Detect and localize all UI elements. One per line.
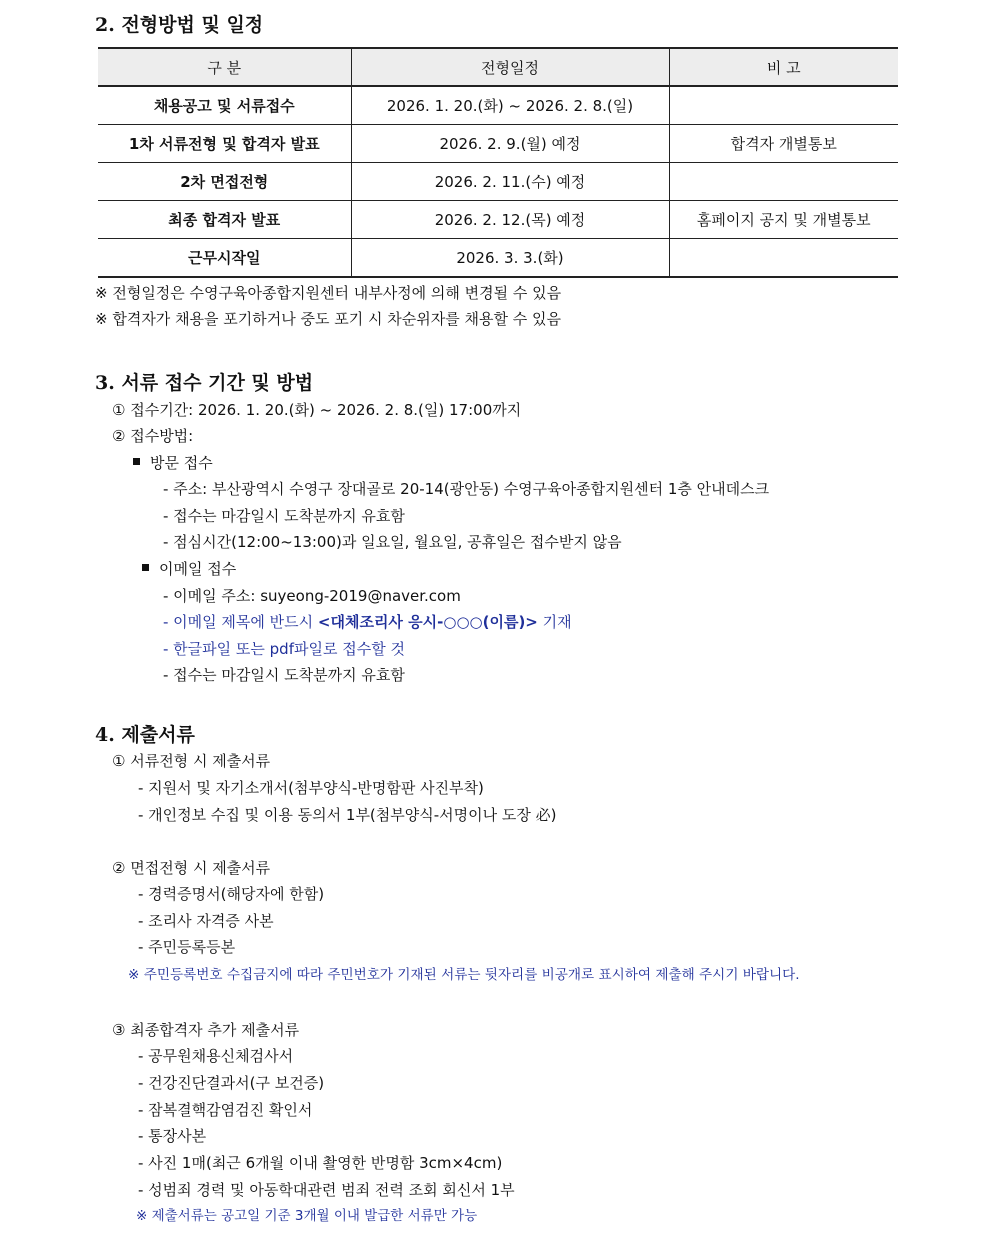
row-category: 1차 서류전형 및 합격자 발표	[98, 125, 351, 163]
table-row	[98, 201, 898, 239]
section-3-title: 3. 서류 접수 기간 및 방법	[95, 372, 314, 394]
row-remark	[669, 239, 898, 278]
final-docs-note: ※ 제출서류는 공고일 기준 3개월 이내 발급한 서류만 가능	[136, 1208, 478, 1224]
email-subject-prefix: - 이메일 제목에 반드시	[163, 613, 318, 631]
email-subject-format: <대체조리사 응시-○○○(이름)>	[317, 613, 538, 631]
email-subject-suffix: 기재	[537, 613, 572, 631]
list-item: - 사진 1매(최근 6개월 이내 촬영한 반명함 3cm×4cm)	[138, 1154, 503, 1172]
list-item: - 접수는 마감일시 도착분까지 유효함	[163, 666, 405, 684]
final-docs-title: ③ 최종합격자 추가 제출서류	[112, 1021, 300, 1039]
schedule-table	[98, 47, 898, 278]
list-item: - 개인정보 수집 및 이용 동의서 1부(첨부양식-서명이나 도장 必)	[138, 806, 557, 824]
application-method: ② 접수방법:	[112, 427, 194, 445]
header-schedule: 전형일정	[351, 48, 669, 86]
header-remarks: 비 고	[669, 48, 898, 86]
section-4-title: 4. 제출서류	[95, 724, 195, 746]
list-item: - 통장사본	[138, 1127, 207, 1145]
table-row	[98, 86, 898, 125]
doc-screening-title: ① 서류전형 시 제출서류	[112, 752, 271, 770]
table-row	[98, 163, 898, 201]
visit-submission	[133, 453, 213, 473]
row-category: 근무시작일	[98, 239, 351, 278]
list-item: - 접수는 마감일시 도착분까지 유효함	[163, 507, 405, 525]
row-category: 2차 면접전형	[98, 163, 351, 201]
row-category: 채용공고 및 서류접수	[98, 86, 351, 125]
row-date: 2026. 3. 3.(화)	[351, 239, 669, 278]
row-remark: 합격자 개별통보	[669, 125, 898, 163]
row-date: 2026. 2. 9.(월) 예정	[351, 125, 669, 163]
table-row	[98, 125, 898, 163]
list-item: - 조리사 자격증 사본	[138, 912, 274, 930]
file-format-rule: - 한글파일 또는 pdf파일로 접수할 것	[163, 640, 405, 658]
row-remark	[669, 163, 898, 201]
list-item: - 경력증명서(해당자에 한함)	[138, 885, 325, 903]
row-category: 최종 합격자 발표	[98, 201, 351, 239]
header-category: 구 분	[98, 48, 351, 86]
list-item: - 지원서 및 자기소개서(첨부양식-반명함판 사진부착)	[138, 779, 484, 797]
list-item: - 건강진단결과서(구 보건증)	[138, 1074, 325, 1092]
row-remark: 홈페이지 공지 및 개별통보	[669, 201, 898, 239]
email-subject-rule	[163, 612, 572, 632]
section-2-title: 2. 전형방법 및 일정	[95, 14, 264, 36]
list-item: - 점심시간(12:00~13:00)과 일요일, 월요일, 공휴일은 접수받지 않음	[163, 533, 622, 551]
list-item: - 잠복결핵감염검진 확인서	[138, 1101, 313, 1119]
square-bullet-icon	[142, 564, 149, 571]
email-submission	[142, 559, 236, 579]
interview-title: ② 면접전형 시 제출서류	[112, 859, 271, 877]
table-row	[98, 239, 898, 278]
row-date: 2026. 2. 12.(목) 예정	[351, 201, 669, 239]
application-period: ① 접수기간: 2026. 1. 20.(화) ~ 2026. 2. 8.(일) 17:00까지	[112, 401, 522, 419]
row-remark	[669, 86, 898, 125]
row-date: 2026. 1. 20.(화) ~ 2026. 2. 8.(일)	[351, 86, 669, 125]
list-item: - 주소: 부산광역시 수영구 장대골로 20-14(광안동) 수영구육아종합지원센터 1층 안내데스크	[163, 480, 770, 498]
schedule-note: ※ 합격자가 채용을 포기하거나 중도 포기 시 차순위자를 채용할 수 있음	[95, 310, 561, 328]
interview-note: ※ 주민등록번호 수집금지에 따라 주민번호가 기재된 서류는 뒷자리를 비공개로 표시하여 제출해 주시기 바랍니다.	[128, 967, 800, 983]
square-bullet-icon	[133, 458, 140, 465]
list-item: - 성범죄 경력 및 아동학대관련 범죄 전력 조회 회신서 1부	[138, 1181, 515, 1199]
list-item: - 주민등록등본	[138, 938, 236, 956]
list-item: - 공무원채용신체검사서	[138, 1047, 294, 1065]
visit-submission-label: 방문 접수	[150, 454, 213, 472]
email-submission-label: 이메일 접수	[159, 560, 237, 578]
email-address: - 이메일 주소: suyeong-2019@naver.com	[163, 587, 461, 605]
schedule-header-row	[98, 48, 898, 86]
row-date: 2026. 2. 11.(수) 예정	[351, 163, 669, 201]
schedule-note: ※ 전형일정은 수영구육아종합지원센터 내부사정에 의해 변경될 수 있음	[95, 284, 562, 302]
